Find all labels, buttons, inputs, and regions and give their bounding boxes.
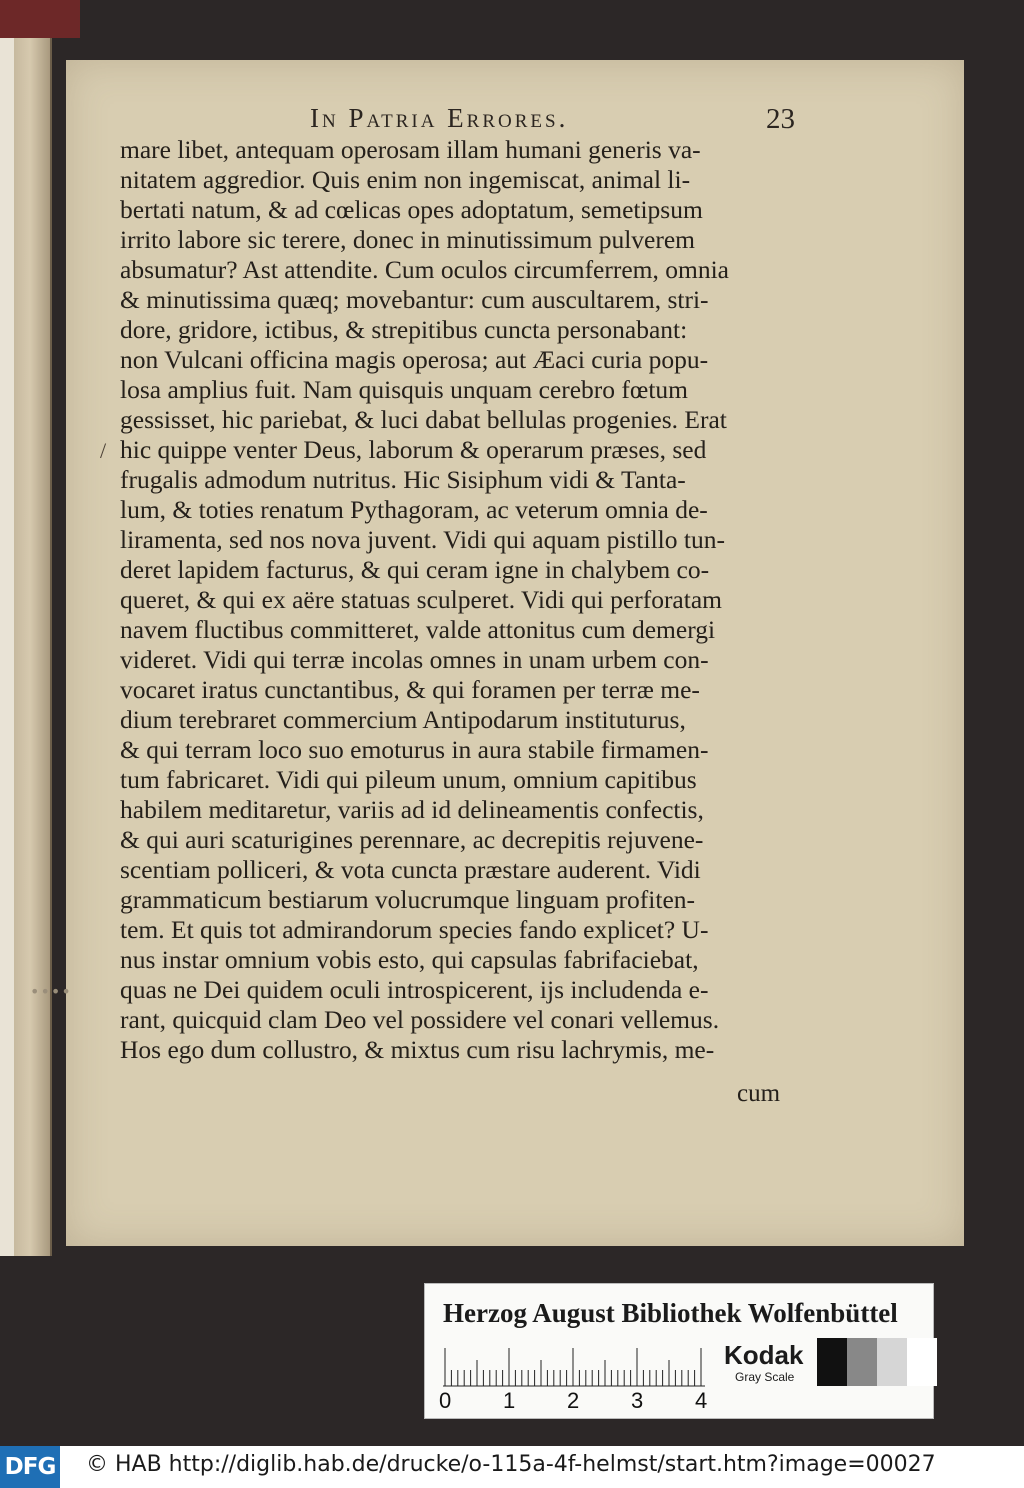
ruler-number: 1 (503, 1388, 516, 1413)
text-line: habilem meditaretur, variis ad id delineamentis confectis, (120, 795, 704, 824)
binding-strip (0, 0, 80, 38)
text-line: queret, & qui ex aëre statuas sculperet. Vidi qui perforatam (120, 585, 722, 614)
text-line: non Vulcani officina magis operosa; aut Æaci curia popu- (120, 345, 709, 374)
ruler-number: 4 (695, 1388, 708, 1413)
text-line: videret. Vidi qui terræ incolas omnes in unam urbem con- (120, 645, 709, 674)
footer-bar (0, 1446, 1024, 1488)
text-line: rant, quicquid clam Deo vel possidere vel conari vellemus. (120, 1005, 720, 1034)
dfg-logo: DFG (0, 1446, 60, 1488)
text-line: dium terebraret commercium Antipodarum instituturus, (120, 705, 686, 734)
text-line: & minutissima quæq; movebantur: cum auscultarem, stri- (120, 285, 709, 314)
running-head: In Patria Errores. (310, 103, 569, 133)
text-line: dore, gridore, ictibus, & strepitibus cuncta personabant: (120, 315, 688, 344)
ruler-scale (443, 1346, 713, 1388)
text-line: bertati natum, & ad cœlicas opes adoptatum, semetipsum (120, 195, 703, 224)
text-line: quas ne Dei quidem oculi introspicerent, ijs includenda e- (120, 975, 709, 1004)
color-calibration-card (424, 1283, 934, 1419)
text-line: gessisset, hic pariebat, & luci dabat bellulas progenies. Erat (120, 405, 727, 434)
text-line: grammaticum bestiarum volucrumque linguam profiten- (120, 885, 696, 914)
text-line: scentiam polliceri, & vota cuncta præstare auderent. Vidi (120, 855, 701, 884)
gray-patch (817, 1338, 847, 1386)
margin-mark: / (100, 438, 107, 463)
text-line: Hos ego dum collustro, & mixtus cum risu lachrymis, me- (120, 1035, 715, 1064)
text-line: lum, & toties renatum Pythagoram, ac veterum omnia de- (120, 495, 708, 524)
text-line: vocaret iratus cunctantibus, & qui foramen per terræ me- (120, 675, 700, 704)
library-name: Herzog August Bibliothek Wolfenbüttel (443, 1298, 898, 1328)
text-line: irrito labore sic terere, donec in minutissimum pulverem (120, 225, 696, 254)
text-line: tem. Et quis tot admirandorum species fando explicet? U- (120, 915, 709, 944)
gray-scale-label: Gray Scale (735, 1370, 795, 1384)
text-line: mare libet, antequam operosam illam humani generis va- (120, 135, 701, 164)
gray-patch (907, 1338, 937, 1386)
text-line: & qui auri scaturigines perennare, ac decrepitis rejuvene- (120, 825, 704, 854)
margin-ornament: •••• (30, 982, 72, 1001)
page-text (120, 135, 800, 1065)
ruler-number: 0 (439, 1388, 452, 1413)
text-line: deret lapidem facturus, & qui ceram igne in chalybem co- (120, 555, 710, 584)
page-number: 23 (766, 103, 795, 135)
facing-page-edge (0, 38, 52, 1256)
gray-patch (847, 1338, 877, 1386)
catchword: cum (737, 1080, 781, 1107)
text-line: hic quippe venter Deus, laborum & operarum præses, sed (120, 435, 707, 464)
text-line: liramenta, sed nos nova juvent. Vidi qui aquam pistillo tun- (120, 525, 725, 554)
text-line: navem fluctibus committeret, valde attonitus cum demergi (120, 615, 716, 644)
text-line: tum fabricaret. Vidi qui pileum unum, omnium capitibus (120, 765, 697, 794)
text-line: absumatur? Ast attendite. Cum oculos circumferrem, omnia (120, 255, 729, 284)
text-line: & qui terram loco suo emoturus in aura stabile firmamen- (120, 735, 709, 764)
text-line: frugalis admodum nutritus. Hic Sisiphum vidi & Tanta- (120, 465, 686, 494)
gray-patch (877, 1338, 907, 1386)
ruler-number: 3 (631, 1388, 644, 1413)
text-line: losa amplius fuit. Nam quisquis unquam cerebro fœtum (120, 375, 688, 404)
ruler-number: 2 (567, 1388, 580, 1413)
text-line: nitatem aggredior. Quis enim non ingemiscat, animal li- (120, 165, 691, 194)
copyright-url[interactable]: © HAB http://diglib.hab.de/drucke/o-115a-4f-helmst/start.htm?image=00027 (86, 1452, 936, 1477)
kodak-logo: Kodak (724, 1340, 804, 1370)
text-line: nus instar omnium vobis esto, qui capsulas fabrifaciebat, (120, 945, 699, 974)
gray-scale-patches (817, 1338, 937, 1386)
